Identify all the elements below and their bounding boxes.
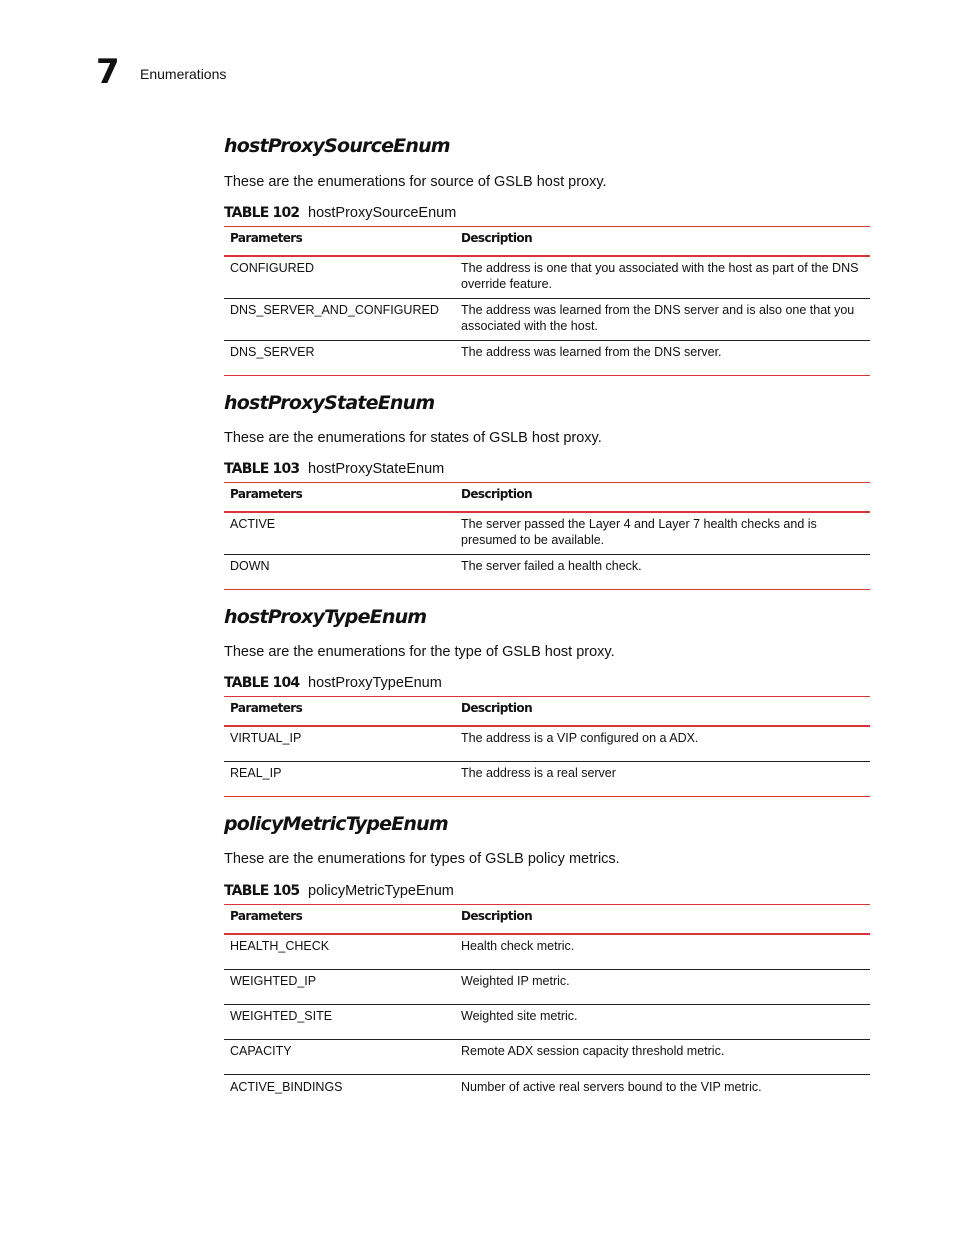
chapter-title: Enumerations [140,66,227,82]
desc-cell: Health check metric. [461,939,575,953]
table-row [224,298,870,340]
table-number: TABLE 102 [224,205,300,221]
table-row [224,1039,870,1074]
param-cell: REAL_IP [224,761,455,796]
param-cell: ACTIVE_BINDINGS [224,1074,455,1109]
column-header-parameters: Parameters [224,227,455,257]
table-row [224,761,870,796]
desc-cell: The address was learned from the DNS server and is also one that you associated with the host. [455,298,870,340]
table-row [224,340,870,375]
table-number: TABLE 105 [224,883,300,899]
section-host-proxy-source-enum [224,134,870,359]
enum-table [224,904,870,1109]
table-row [224,969,870,1004]
table-row [224,554,870,589]
desc-cell: The address is one that you associated with the host as part of the DNS override feature. [461,261,859,291]
table-number: TABLE 103 [224,461,300,477]
enum-table [224,226,870,376]
param-cell: HEALTH_CHECK [230,939,330,953]
desc-cell: Weighted site metric. [455,1004,870,1039]
table-row [224,1004,870,1039]
column-header-parameters: Parameters [224,697,455,727]
param-cell: CAPACITY [224,1039,455,1074]
param-cell: WEIGHTED_SITE [224,1004,455,1039]
param-cell: DOWN [224,554,455,589]
table-header-row [224,905,870,935]
column-header-description: Description [455,483,870,513]
desc-cell: The server failed a health check. [455,554,870,589]
section-host-proxy-type-enum [224,605,870,780]
enum-table [224,696,870,797]
enum-table [224,482,870,590]
column-header-description: Description [455,697,870,727]
section-intro: These are the enumerations for the type of GSLB host proxy. [224,644,615,660]
section-title: hostProxySourceEnum [224,135,450,157]
table-row [224,512,870,554]
param-cell: CONFIGURED [230,261,315,275]
table-caption [224,460,444,478]
section-intro: These are the enumerations for source of GSLB host proxy. [224,174,607,190]
section-host-proxy-state-enum [224,391,870,573]
desc-cell: Weighted IP metric. [455,969,870,1004]
table-row [224,256,870,298]
section-intro: These are the enumerations for states of GSLB host proxy. [224,430,602,446]
table-caption [224,882,454,900]
desc-cell: The address was learned from the DNS server. [455,340,870,375]
section-title: hostProxyTypeEnum [224,606,427,628]
desc-cell: The address is a VIP configured on a ADX. [461,731,699,745]
table-number: TABLE 104 [224,675,300,691]
column-header-parameters: Parameters [224,905,455,935]
desc-cell: Number of active real servers bound to the VIP metric. [455,1074,870,1109]
desc-cell: The server passed the Layer 4 and Layer 7 health checks and is presumed to be available. [461,517,817,547]
param-cell: ACTIVE [230,517,276,531]
section-title: hostProxyStateEnum [224,392,435,414]
table-caption-text: hostProxyStateEnum [308,461,445,477]
desc-cell: The address is a real server [455,761,870,796]
table-row [224,726,870,761]
param-cell: VIRTUAL_IP [230,731,302,745]
table-row [224,1074,870,1109]
table-header-row [224,697,870,727]
section-intro: These are the enumerations for types of GSLB policy metrics. [224,851,620,867]
param-cell: DNS_SERVER [224,340,455,375]
table-header-row [224,227,870,257]
table-caption-text: hostProxySourceEnum [308,205,457,221]
column-header-parameters: Parameters [224,483,455,513]
column-header-description: Description [455,905,870,935]
table-row [224,934,870,969]
param-cell: DNS_SERVER_AND_CONFIGURED [224,298,455,340]
table-caption-text: hostProxyTypeEnum [308,675,442,691]
param-cell: WEIGHTED_IP [224,969,455,1004]
table-header-row [224,483,870,513]
table-caption [224,204,456,222]
section-policy-metric-type-enum [224,812,870,1094]
chapter-number: 7 [96,52,120,92]
section-title: policyMetricTypeEnum [224,813,448,835]
column-header-description: Description [455,227,870,257]
table-caption-text: policyMetricTypeEnum [308,883,454,899]
desc-cell: Remote ADX session capacity threshold metric. [455,1039,870,1074]
table-caption [224,674,442,692]
